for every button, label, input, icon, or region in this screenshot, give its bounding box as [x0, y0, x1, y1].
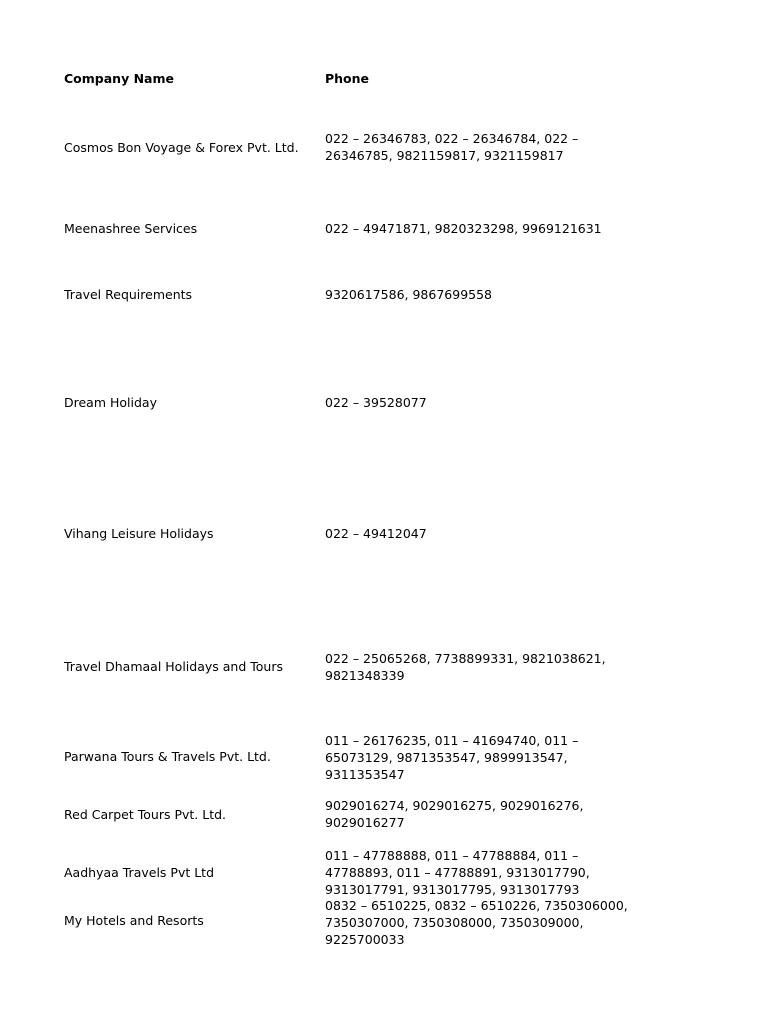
- phone-cell: [325, 220, 655, 237]
- company-name-cell: My Hotels and Resorts: [64, 913, 204, 928]
- phone-cell: [325, 897, 655, 948]
- phone-line: 26346785, 9821159817, 9321159817: [325, 148, 564, 163]
- phone-line: 47788893, 011 – 47788891, 9313017790,: [325, 865, 590, 880]
- phone-header: Phone: [325, 71, 370, 86]
- company-name-cell: Parwana Tours & Travels Pvt. Ltd.: [64, 749, 271, 764]
- company-name-cell: Red Carpet Tours Pvt. Ltd.: [64, 807, 227, 822]
- phone-line: 011 – 26176235, 011 – 41694740, 011 –: [325, 733, 579, 748]
- phone-line: 9029016277: [325, 815, 405, 830]
- phone-line: 9821348339: [325, 668, 405, 683]
- phone-cell: [325, 650, 655, 684]
- phone-line: 9311353547: [325, 767, 405, 782]
- phone-line: 011 – 47788888, 011 – 47788884, 011 –: [325, 848, 579, 863]
- phone-line: 022 – 26346783, 022 – 26346784, 022 –: [325, 131, 579, 146]
- phone-line: 9313017791, 9313017795, 9313017793: [325, 882, 580, 897]
- phone-line: 022 – 49471871, 9820323298, 9969121631: [325, 221, 602, 236]
- company-name-cell: Meenashree Services: [64, 221, 198, 236]
- phone-cell: [325, 732, 655, 783]
- phone-cell: [325, 286, 655, 303]
- phone-cell: [325, 847, 655, 898]
- phone-cell: [325, 130, 655, 164]
- company-name-header: Company Name: [64, 71, 174, 86]
- company-name-cell: Dream Holiday: [64, 395, 157, 410]
- company-name-cell: Aadhyaa Travels Pvt Ltd: [64, 865, 215, 880]
- phone-line: 7350307000, 7350308000, 7350309000,: [325, 915, 584, 930]
- phone-line: 9225700033: [325, 932, 405, 947]
- phone-line: 022 – 39528077: [325, 395, 427, 410]
- phone-line: 9029016274, 9029016275, 9029016276,: [325, 798, 584, 813]
- phone-line: 022 – 25065268, 7738899331, 9821038621,: [325, 651, 606, 666]
- phone-line: 65073129, 9871353547, 9899913547,: [325, 750, 568, 765]
- company-name-cell: Travel Requirements: [64, 287, 193, 302]
- phone-line: 022 – 49412047: [325, 526, 427, 541]
- phone-cell: [325, 797, 655, 831]
- company-name-cell: Travel Dhamaal Holidays and Tours: [64, 659, 283, 674]
- phone-line: 0832 – 6510225, 0832 – 6510226, 7350306000,: [325, 898, 628, 913]
- phone-line: 9320617586, 9867699558: [325, 287, 493, 302]
- company-name-cell: Vihang Leisure Holidays: [64, 526, 214, 541]
- phone-cell: [325, 394, 655, 411]
- phone-cell: [325, 525, 655, 542]
- company-name-cell: Cosmos Bon Voyage & Forex Pvt. Ltd.: [64, 140, 299, 155]
